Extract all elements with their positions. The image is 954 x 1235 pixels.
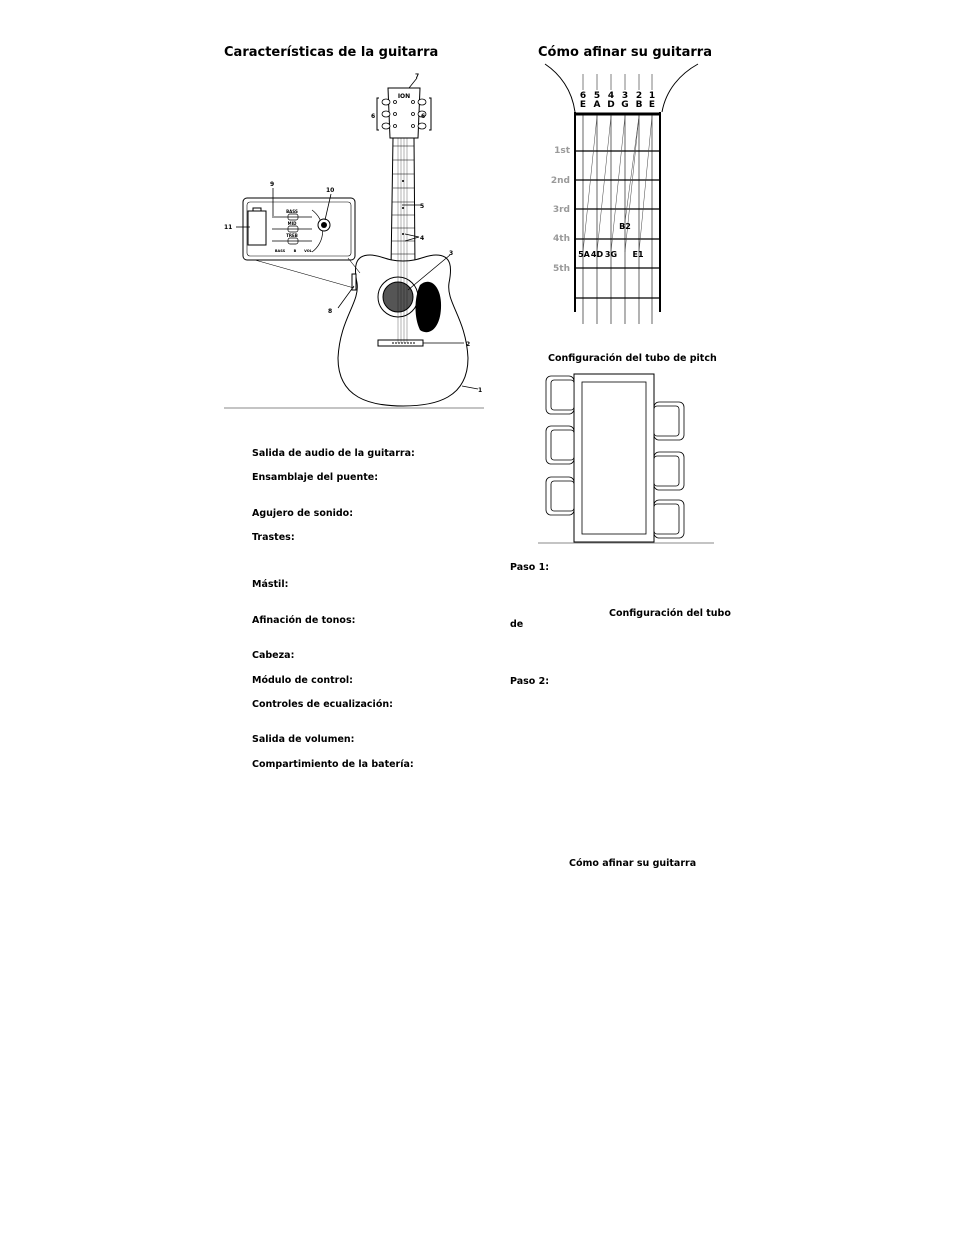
step-1-label: Paso 1: <box>510 562 550 573</box>
fret-2-label: 2nd <box>550 176 570 186</box>
note-b2: B2 <box>619 222 631 231</box>
fret-5-label: 5th <box>553 264 570 274</box>
feature-label-control-module: Módulo de control: <box>252 675 353 686</box>
string-3-note: G <box>621 100 629 110</box>
feature-label-bridge: Ensamblaje del puente: <box>252 472 379 483</box>
string-5-note: A <box>593 100 601 110</box>
string-6-note: E <box>579 100 587 110</box>
config-de-label: de <box>510 619 524 630</box>
feature-label-eq-controls: Controles de ecualización: <box>252 699 393 710</box>
step-2-label: Paso 2: <box>510 676 550 687</box>
fret-4-label: 4th <box>553 234 570 244</box>
panel-bottom-mid: B <box>293 249 297 253</box>
tuning-title: Cómo afinar su guitarra <box>538 45 712 60</box>
pitch-pipe-diagram <box>538 370 718 548</box>
feature-label-headstock: Cabeza: <box>252 650 295 661</box>
callout-10: 10 <box>326 187 335 194</box>
string-6-number: 6 <box>579 91 587 101</box>
pitch-pipe-title: Configuración del tubo de pitch <box>548 353 717 364</box>
string-4-number: 4 <box>607 91 615 101</box>
fret-1-label: 1st <box>554 146 570 156</box>
note-3g: 3G <box>604 250 618 259</box>
callout-2: 2 <box>466 341 471 348</box>
string-2-note: B <box>635 100 643 110</box>
config-tube-label: Configuración del tubo <box>609 608 731 619</box>
string-4-note: D <box>607 100 615 110</box>
string-1-note: E <box>648 100 656 110</box>
feature-label-battery: Compartimiento de la batería: <box>252 759 414 770</box>
treble-slider-label: TREB <box>286 233 298 238</box>
string-3-number: 3 <box>621 91 629 101</box>
feature-label-volume: Salida de volumen: <box>252 734 355 745</box>
callout-1: 1 <box>478 387 483 394</box>
string-2-number: 2 <box>635 91 643 101</box>
feature-label-neck: Mástil: <box>252 579 289 590</box>
mid-slider-label: MID <box>287 221 297 226</box>
callout-3: 3 <box>449 250 454 257</box>
note-4d: 4D <box>590 250 604 259</box>
string-5-number: 5 <box>593 91 601 101</box>
fretboard-diagram <box>540 62 710 330</box>
callout-4: 4 <box>420 235 425 242</box>
feature-label-soundhole: Agujero de sonido: <box>252 508 354 519</box>
guitar-diagram <box>220 68 490 413</box>
string-1-number: 1 <box>648 91 656 101</box>
fret-3-label: 3rd <box>552 205 570 215</box>
callout-9: 9 <box>270 181 275 188</box>
callout-5: 5 <box>420 203 425 210</box>
bass-slider-label: BASS <box>286 209 298 214</box>
callout-6-right: 6 <box>421 113 426 120</box>
note-e1: E1 <box>632 250 644 259</box>
footer-tuning-title: Cómo afinar su guitarra <box>569 858 697 869</box>
callout-7: 7 <box>415 73 420 80</box>
feature-label-audio-out: Salida de audio de la guitarra: <box>252 448 415 459</box>
note-5a: 5A <box>578 250 590 259</box>
callout-6-left: 6 <box>371 113 376 120</box>
ion-logo: ION <box>397 93 411 100</box>
features-title: Características de la guitarra <box>224 45 439 60</box>
callout-8: 8 <box>328 308 333 315</box>
panel-bottom-left: BASS <box>274 249 286 253</box>
callout-11: 11 <box>224 224 233 231</box>
feature-label-frets: Trastes: <box>252 532 295 543</box>
feature-label-tuners: Afinación de tonos: <box>252 615 356 626</box>
panel-bottom-right: VOL <box>304 249 312 253</box>
